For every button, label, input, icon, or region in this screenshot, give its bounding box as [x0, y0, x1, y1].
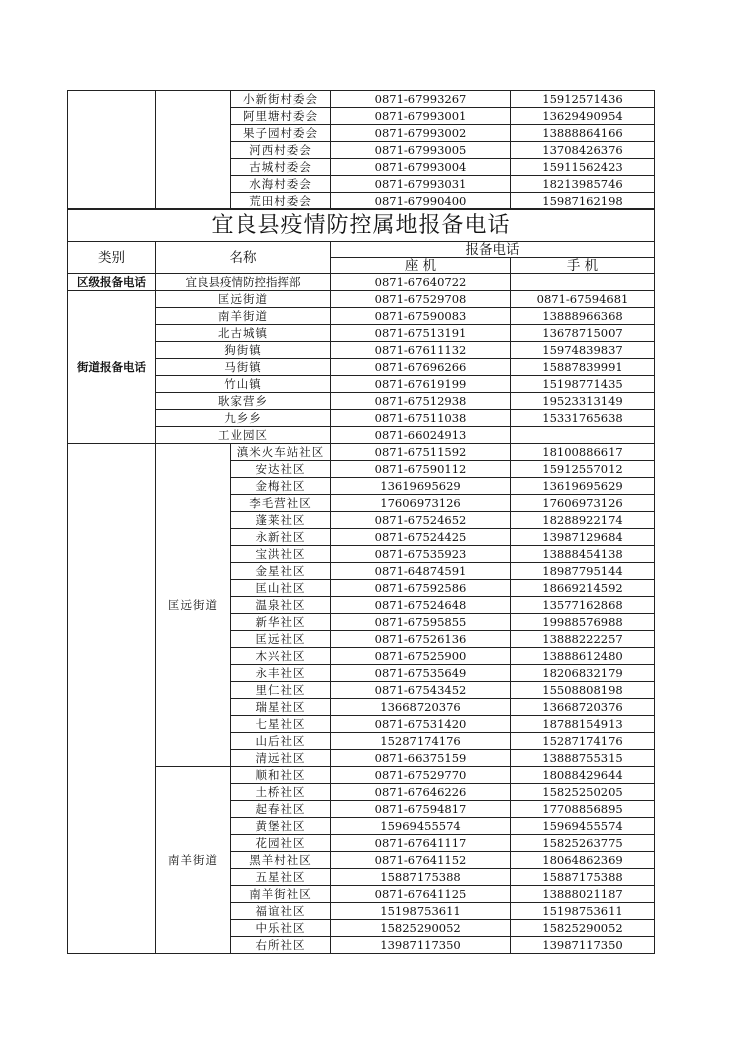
landline-cell: 0871-67511038 [331, 410, 511, 427]
village-name: 小新街村委会 [231, 91, 331, 108]
group-street-name: 南羊街道 [156, 767, 231, 954]
community-name: 滇米火车站社区 [231, 444, 331, 461]
community-name: 起春社区 [231, 801, 331, 818]
header-category: 类别 [68, 242, 156, 274]
group-street-name: 匡远街道 [156, 444, 231, 767]
mobile-cell: 15974839837 [511, 342, 655, 359]
title-row [68, 209, 655, 242]
village-name: 古城村委会 [231, 159, 331, 176]
community-name: 里仁社区 [231, 682, 331, 699]
landline-cell: 0871-67993031 [331, 176, 511, 193]
community-name: 南羊街社区 [231, 886, 331, 903]
landline-cell: 0871-67611132 [331, 342, 511, 359]
landline-cell: 0871-67619199 [331, 376, 511, 393]
landline-cell: 15969455574 [331, 818, 511, 835]
street-name: 狗街镇 [156, 342, 331, 359]
community-name: 永新社区 [231, 529, 331, 546]
mobile-cell: 15912571436 [511, 91, 655, 108]
community-name: 匡山社区 [231, 580, 331, 597]
continued-village-table [67, 90, 655, 210]
landline-cell: 0871-67531420 [331, 716, 511, 733]
table-row [68, 393, 655, 410]
mobile-cell: 15287174176 [511, 733, 655, 750]
community-name: 宝洪社区 [231, 546, 331, 563]
landline-cell: 15198753611 [331, 903, 511, 920]
table-row [68, 325, 655, 342]
mobile-cell: 15825290052 [511, 920, 655, 937]
mobile-cell: 18100886617 [511, 444, 655, 461]
page-title: 宜良县疫情防控属地报备电话 [68, 209, 655, 242]
community-category-cell [68, 444, 156, 954]
mobile-cell: 18669214592 [511, 580, 655, 597]
street-name: 竹山镇 [156, 376, 331, 393]
community-name: 顺和社区 [231, 767, 331, 784]
mobile-cell: 13577162868 [511, 597, 655, 614]
mobile-cell: 15825263775 [511, 835, 655, 852]
landline-cell: 0871-66024913 [331, 427, 511, 444]
street-name: 耿家营乡 [156, 393, 331, 410]
community-name: 新华社区 [231, 614, 331, 631]
landline-cell: 0871-67543452 [331, 682, 511, 699]
mobile-cell: 18088429644 [511, 767, 655, 784]
mobile-cell: 19988576988 [511, 614, 655, 631]
village-name: 阿里塘村委会 [231, 108, 331, 125]
landline-cell: 0871-67590083 [331, 308, 511, 325]
landline-cell: 0871-67525900 [331, 648, 511, 665]
continued-village-rows [68, 91, 655, 210]
header-landline: 座 机 [331, 258, 511, 274]
street-name: 九乡乡 [156, 410, 331, 427]
community-name: 右所社区 [231, 937, 331, 954]
community-name: 清远社区 [231, 750, 331, 767]
landline-cell: 0871-67524425 [331, 529, 511, 546]
district-mobile [511, 274, 655, 291]
category-cell [68, 91, 156, 210]
mobile-cell: 15887839991 [511, 359, 655, 376]
mobile-cell: 15912557012 [511, 461, 655, 478]
mobile-cell: 19523313149 [511, 393, 655, 410]
district-category: 区级报备电话 [68, 274, 156, 291]
mobile-cell: 18064862369 [511, 852, 655, 869]
mobile-cell: 13987117350 [511, 937, 655, 954]
mobile-cell: 15911562423 [511, 159, 655, 176]
landline-cell: 13668720376 [331, 699, 511, 716]
landline-cell: 15887175388 [331, 869, 511, 886]
mobile-cell: 13888864166 [511, 125, 655, 142]
community-name: 金梅社区 [231, 478, 331, 495]
community-name: 黑羊村社区 [231, 852, 331, 869]
landline-cell: 15825290052 [331, 920, 511, 937]
landline-cell: 0871-67993004 [331, 159, 511, 176]
mobile-cell: 18288922174 [511, 512, 655, 529]
report-phone-rows [68, 209, 655, 954]
mobile-cell [511, 427, 655, 444]
village-name: 水海村委会 [231, 176, 331, 193]
landline-cell: 15287174176 [331, 733, 511, 750]
community-name: 安达社区 [231, 461, 331, 478]
table-row [68, 767, 655, 784]
street-name: 匡远街道 [156, 291, 331, 308]
mobile-cell: 15331765638 [511, 410, 655, 427]
community-name: 五星社区 [231, 869, 331, 886]
table-row [68, 291, 655, 308]
table-row [68, 427, 655, 444]
landline-cell: 0871-67529708 [331, 291, 511, 308]
landline-cell: 0871-67993005 [331, 142, 511, 159]
mobile-cell: 13888021187 [511, 886, 655, 903]
community-name: 山后社区 [231, 733, 331, 750]
community-name: 木兴社区 [231, 648, 331, 665]
landline-cell: 0871-67990400 [331, 193, 511, 210]
community-name: 匡远社区 [231, 631, 331, 648]
village-name: 河西村委会 [231, 142, 331, 159]
table-row [68, 444, 655, 461]
mobile-cell: 0871-67594681 [511, 291, 655, 308]
community-name: 金星社区 [231, 563, 331, 580]
mobile-cell: 15969455574 [511, 818, 655, 835]
mobile-cell: 15825250205 [511, 784, 655, 801]
street-cell [156, 91, 231, 210]
landline-cell: 0871-67594817 [331, 801, 511, 818]
mobile-cell: 13888222257 [511, 631, 655, 648]
mobile-cell: 13888612480 [511, 648, 655, 665]
landline-cell: 0871-67511592 [331, 444, 511, 461]
landline-cell: 0871-67512938 [331, 393, 511, 410]
mobile-cell: 15987162198 [511, 193, 655, 210]
community-name: 七星社区 [231, 716, 331, 733]
header-row-1 [68, 242, 655, 258]
table-row [68, 359, 655, 376]
mobile-cell: 13888454138 [511, 546, 655, 563]
district-name: 宜良县疫情防控指挥部 [156, 274, 331, 291]
mobile-cell: 13629490954 [511, 108, 655, 125]
district-row [68, 274, 655, 291]
street-name: 南羊街道 [156, 308, 331, 325]
table-row [68, 410, 655, 427]
landline-cell: 0871-67595855 [331, 614, 511, 631]
mobile-cell: 18213985746 [511, 176, 655, 193]
landline-cell: 13987117350 [331, 937, 511, 954]
mobile-cell: 15887175388 [511, 869, 655, 886]
mobile-cell: 17606973126 [511, 495, 655, 512]
community-name: 蓬莱社区 [231, 512, 331, 529]
village-name: 荒田村委会 [231, 193, 331, 210]
street-name: 马街镇 [156, 359, 331, 376]
community-name: 温泉社区 [231, 597, 331, 614]
table-row [68, 308, 655, 325]
landline-cell: 0871-67535923 [331, 546, 511, 563]
header-mobile: 手 机 [511, 258, 655, 274]
mobile-cell: 18788154913 [511, 716, 655, 733]
community-name: 李毛营社区 [231, 495, 331, 512]
header-phone: 报备电话 [331, 242, 655, 258]
landline-cell: 0871-64874591 [331, 563, 511, 580]
village-name: 果子园村委会 [231, 125, 331, 142]
landline-cell: 0871-67529770 [331, 767, 511, 784]
mobile-cell: 15198771435 [511, 376, 655, 393]
landline-cell: 0871-67993267 [331, 91, 511, 108]
landline-cell: 17606973126 [331, 495, 511, 512]
mobile-cell: 13708426376 [511, 142, 655, 159]
community-name: 花园社区 [231, 835, 331, 852]
landline-cell: 0871-66375159 [331, 750, 511, 767]
mobile-cell: 17708856895 [511, 801, 655, 818]
landline-cell: 0871-67646226 [331, 784, 511, 801]
landline-cell: 0871-67535649 [331, 665, 511, 682]
mobile-cell: 13678715007 [511, 325, 655, 342]
landline-cell: 0871-67641125 [331, 886, 511, 903]
mobile-cell: 13619695629 [511, 478, 655, 495]
mobile-cell: 13888755315 [511, 750, 655, 767]
table-row [68, 342, 655, 359]
district-landline: 0871-67640722 [331, 274, 511, 291]
landline-cell: 0871-67696266 [331, 359, 511, 376]
landline-cell: 0871-67993001 [331, 108, 511, 125]
landline-cell: 0871-67524652 [331, 512, 511, 529]
table-row [68, 91, 655, 108]
mobile-cell: 18206832179 [511, 665, 655, 682]
landline-cell: 0871-67592586 [331, 580, 511, 597]
landline-cell: 0871-67524648 [331, 597, 511, 614]
community-name: 永丰社区 [231, 665, 331, 682]
street-name: 北古城镇 [156, 325, 331, 342]
mobile-cell: 18987795144 [511, 563, 655, 580]
mobile-cell: 13668720376 [511, 699, 655, 716]
landline-cell: 0871-67993002 [331, 125, 511, 142]
landline-cell: 0871-67526136 [331, 631, 511, 648]
community-name: 土桥社区 [231, 784, 331, 801]
mobile-cell: 13987129684 [511, 529, 655, 546]
community-name: 黄堡社区 [231, 818, 331, 835]
mobile-cell: 15198753611 [511, 903, 655, 920]
mobile-cell: 15508808198 [511, 682, 655, 699]
landline-cell: 0871-67513191 [331, 325, 511, 342]
community-name: 中乐社区 [231, 920, 331, 937]
report-phone-table [67, 208, 655, 954]
header-name: 名称 [156, 242, 331, 274]
landline-cell: 0871-67641117 [331, 835, 511, 852]
landline-cell: 0871-67590112 [331, 461, 511, 478]
community-name: 福谊社区 [231, 903, 331, 920]
street-name: 工业园区 [156, 427, 331, 444]
community-name: 瑞星社区 [231, 699, 331, 716]
landline-cell: 0871-67641152 [331, 852, 511, 869]
landline-cell: 13619695629 [331, 478, 511, 495]
table-row [68, 376, 655, 393]
street-category: 街道报备电话 [68, 291, 156, 444]
mobile-cell: 13888966368 [511, 308, 655, 325]
